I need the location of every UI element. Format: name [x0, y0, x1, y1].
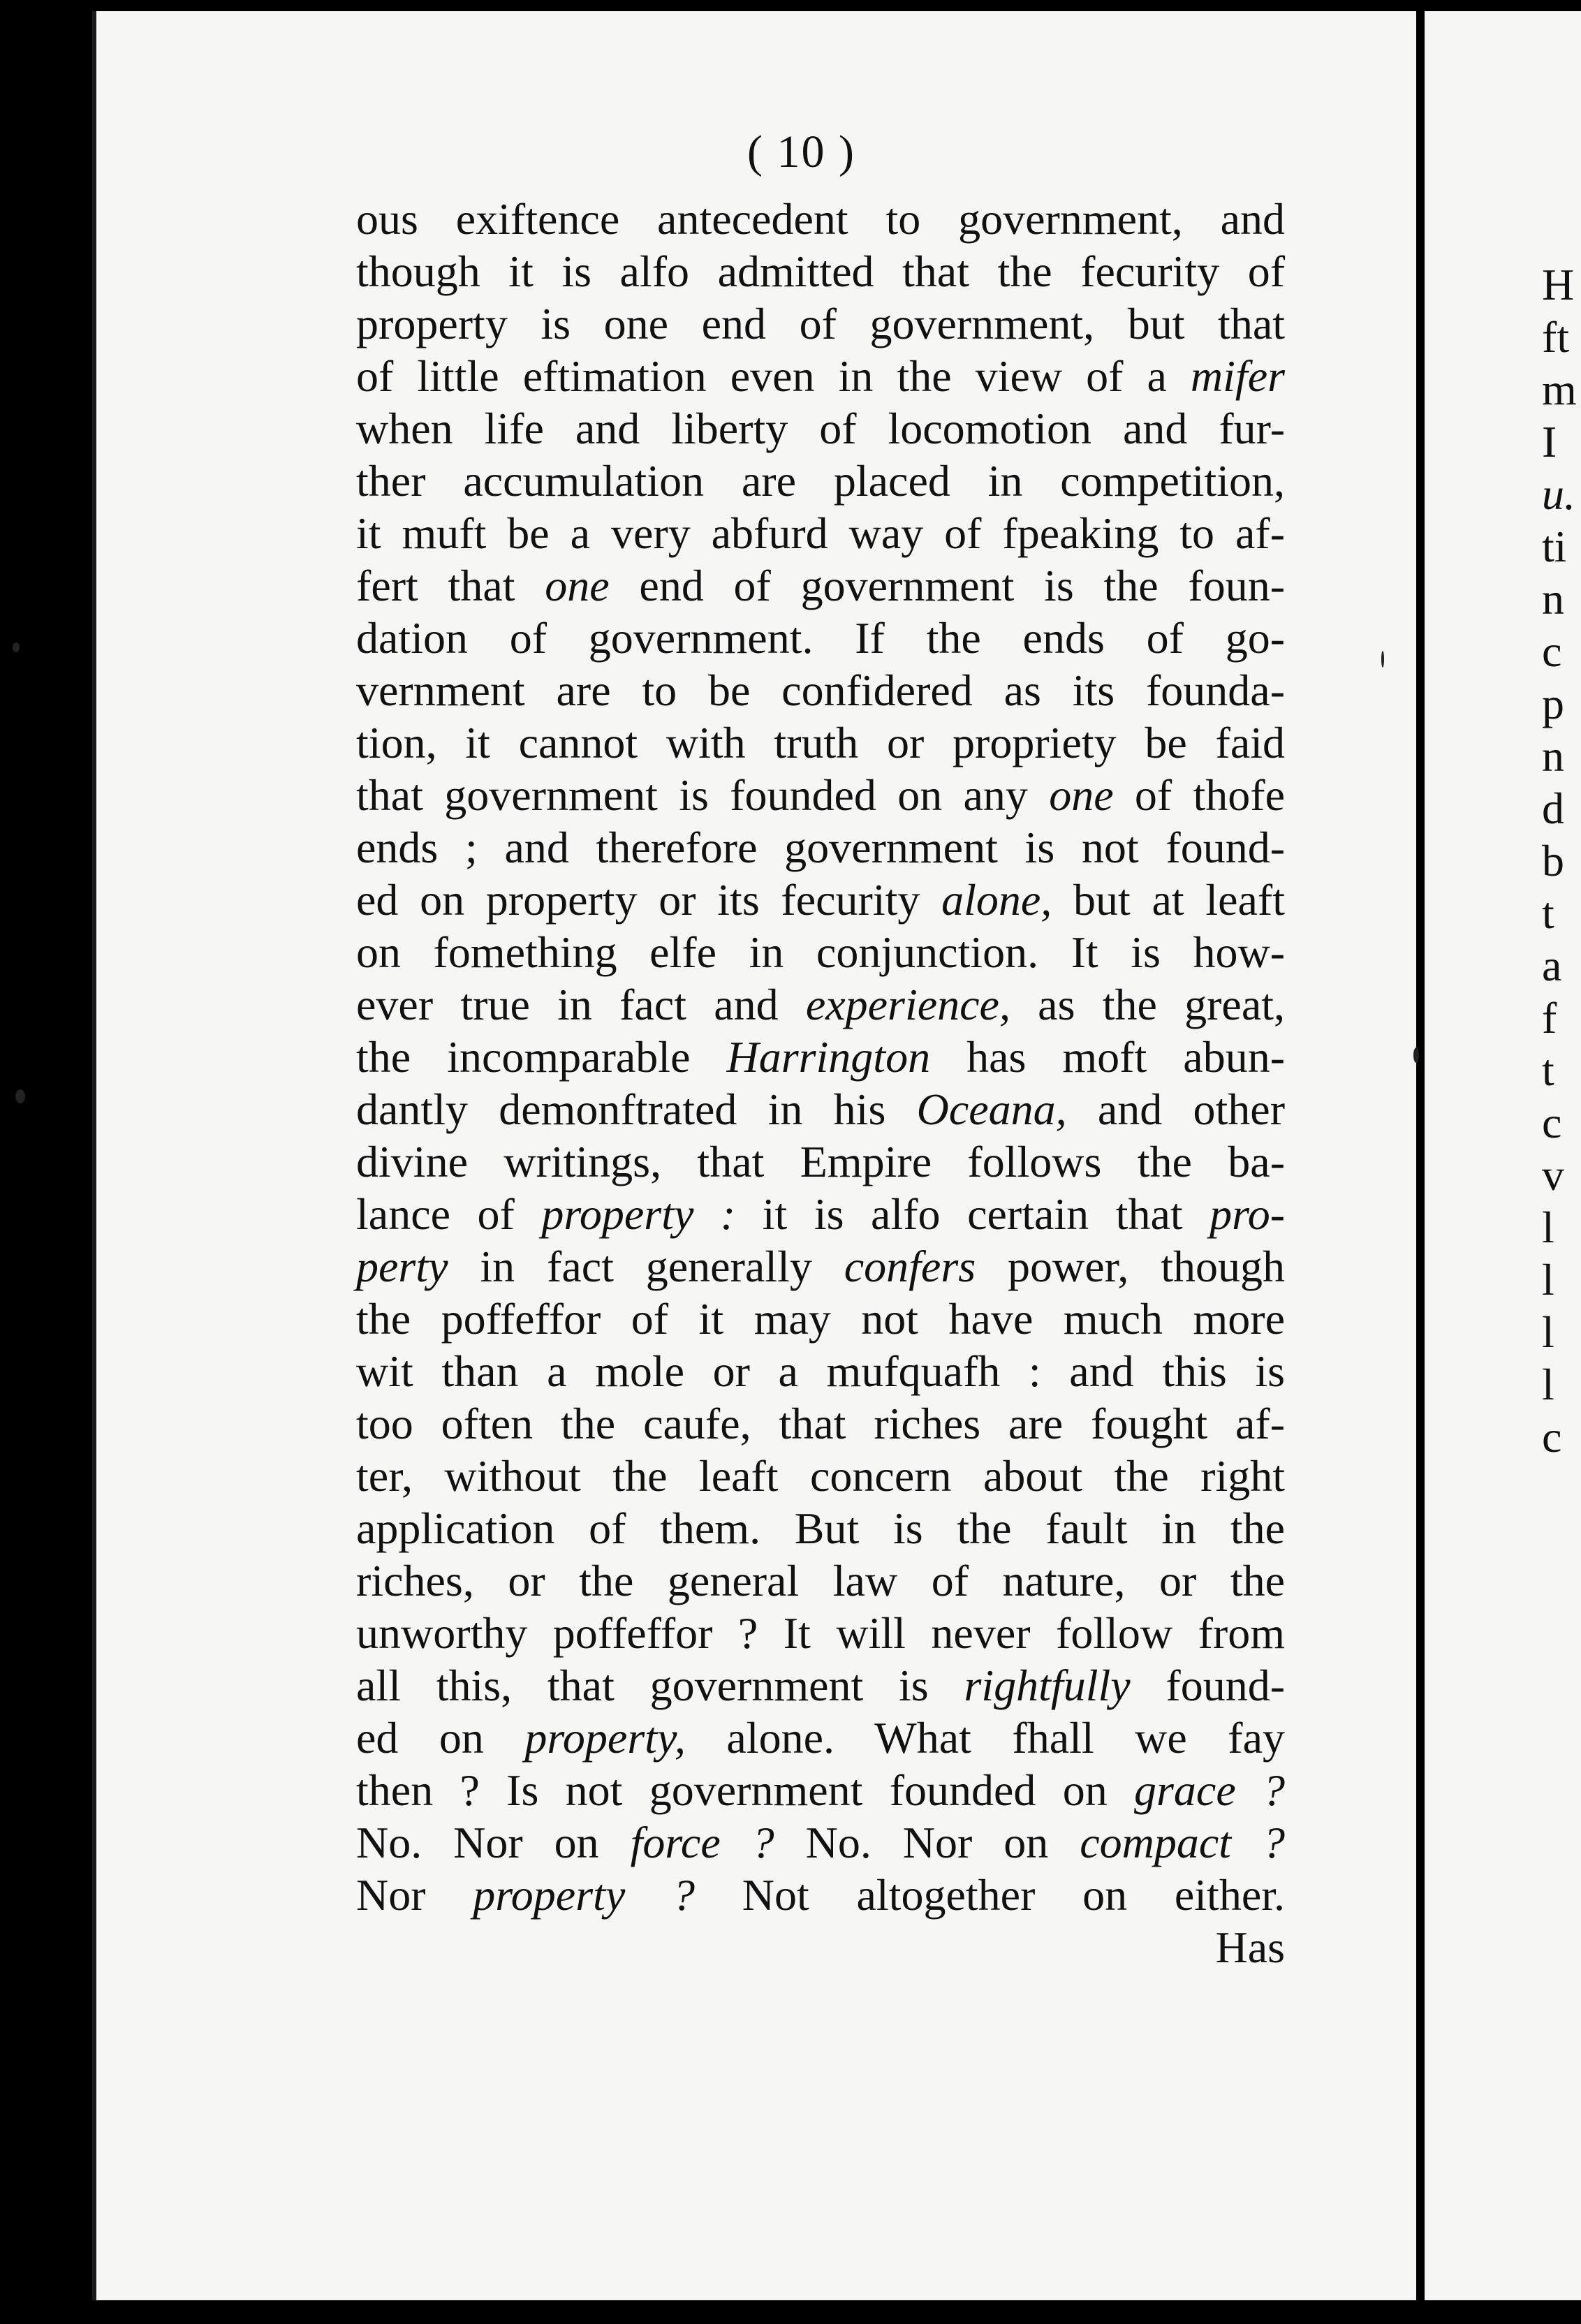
- catchword: Has: [1215, 1922, 1285, 1972]
- right-page-fragment: H: [1542, 260, 1575, 309]
- italic-span: one: [545, 561, 610, 610]
- text-line: [356, 1188, 1285, 1240]
- text-span: vernment are to be confidered as its founda-: [356, 665, 1285, 715]
- text-span: Not altogether on either.: [695, 1870, 1285, 1920]
- text-span: ther accumulation are placed in competition,: [356, 456, 1285, 506]
- text-span: ever true in fact and: [356, 980, 806, 1029]
- italic-span: property,: [524, 1713, 686, 1763]
- text-span: when life and liberty of locomotion and fur-: [356, 404, 1285, 453]
- text-span: application of them. But is the fault in the: [356, 1503, 1285, 1553]
- text-span: on fomething elfe in conjunction. It is how-: [356, 927, 1285, 977]
- right-page-text-fragments: [1542, 258, 1581, 1463]
- text-line: [356, 1869, 1285, 1921]
- text-line: [356, 1816, 1285, 1869]
- right-page-fragment: b: [1542, 836, 1564, 885]
- text-line: [356, 297, 1285, 350]
- right-page-fragment: ft: [1542, 312, 1570, 362]
- text-line: [356, 1293, 1285, 1345]
- text-line: [356, 1240, 1285, 1293]
- text-line: [356, 1450, 1285, 1502]
- right-page-fragment: l: [1542, 1307, 1554, 1357]
- text-line: [356, 350, 1285, 402]
- right-page-fragment: v: [1542, 1150, 1564, 1200]
- right-page-fragment: ti: [1542, 522, 1567, 571]
- text-span: found-: [1130, 1661, 1286, 1710]
- text-span: lance of: [356, 1189, 542, 1239]
- text-span: riches, or the general law of nature, or the: [356, 1556, 1285, 1605]
- right-page-fragment: I: [1542, 417, 1557, 466]
- text-span: of thofe: [1113, 770, 1285, 820]
- italic-span: experience,: [805, 980, 1010, 1029]
- italic-span: rightfully: [964, 1661, 1131, 1710]
- text-span: too often the caufe, that riches are fought af-: [356, 1399, 1285, 1448]
- italic-span: Oceana,: [916, 1084, 1067, 1134]
- text-line: [356, 1607, 1285, 1659]
- text-line: [356, 1083, 1285, 1135]
- italic-span: property ?: [473, 1870, 696, 1920]
- text-line: [356, 245, 1285, 297]
- text-line: [356, 507, 1285, 559]
- scan-speck: [1381, 651, 1384, 668]
- text-line: [356, 1502, 1285, 1554]
- text-line: [356, 1397, 1285, 1450]
- italic-span: perty: [356, 1242, 448, 1291]
- text-line: [356, 1659, 1285, 1712]
- text-span: tion, it cannot with truth or propriety be faid: [356, 718, 1285, 767]
- body-text: [356, 193, 1285, 1973]
- text-span: the poffeffor of it may not have much more: [356, 1294, 1285, 1344]
- right-page-fragment: c: [1542, 626, 1562, 676]
- italic-span: Harrington: [726, 1032, 931, 1082]
- text-line: [356, 821, 1285, 874]
- text-span: wit than a mole or a mufquafh : and this is: [356, 1346, 1285, 1396]
- text-span: property is one end of government, but that: [356, 299, 1285, 348]
- italic-span: property :: [541, 1189, 736, 1239]
- right-page-fragment: c: [1542, 1098, 1562, 1147]
- text-line: [356, 1554, 1285, 1607]
- text-line: [356, 1345, 1285, 1397]
- right-page-fragment: u.: [1542, 469, 1575, 519]
- italic-span: confers: [844, 1242, 976, 1291]
- right-page-fragment: n: [1542, 731, 1564, 781]
- text-span: end of government is the foun-: [609, 561, 1286, 610]
- text-line: [356, 716, 1285, 769]
- text-span: but at leaft: [1052, 875, 1286, 925]
- text-line: [356, 978, 1285, 1031]
- italic-span: grace ?: [1134, 1765, 1286, 1815]
- text-span: that government is founded on any: [356, 770, 1050, 820]
- italic-span: mifer: [1190, 351, 1285, 401]
- text-line: [356, 402, 1285, 455]
- text-span: ed on: [356, 1713, 525, 1763]
- text-span: unworthy poffeffor ? It will never follow from: [356, 1608, 1285, 1658]
- text-line: [356, 664, 1285, 716]
- right-page-fragment: d: [1542, 784, 1564, 833]
- text-span: dantly demonftrated in his: [356, 1084, 917, 1134]
- text-span: ed on property or its fecurity: [356, 875, 942, 925]
- page-number: ( 10 ): [747, 126, 855, 177]
- italic-span: one: [1049, 770, 1114, 820]
- text-line: [356, 769, 1285, 821]
- right-page-fragment: n: [1542, 574, 1564, 624]
- right-page-fragment: m: [1542, 365, 1577, 414]
- text-span: Nor: [356, 1870, 473, 1920]
- text-span: dation of government. If the ends of go-: [356, 613, 1285, 663]
- text-span: all this, that government is: [356, 1661, 964, 1710]
- text-line: [356, 874, 1285, 926]
- text-line: [356, 1031, 1285, 1083]
- text-line: [356, 559, 1285, 612]
- text-span: ter, without the leaft concern about the right: [356, 1451, 1285, 1501]
- text-line: [356, 193, 1285, 245]
- italic-span: force ?: [630, 1818, 774, 1867]
- text-line: [356, 612, 1285, 664]
- right-page-fragment: l: [1542, 1203, 1554, 1252]
- right-page-fragment: f: [1542, 993, 1557, 1043]
- text-line: [356, 1764, 1285, 1816]
- scan-speck: [15, 1089, 25, 1103]
- text-line: [356, 455, 1285, 507]
- right-page-fragment: a: [1542, 941, 1562, 990]
- right-page-fragment: t: [1542, 888, 1554, 938]
- text-span: of little eftimation even in the view of a: [356, 351, 1191, 401]
- text-line: [356, 1712, 1285, 1764]
- scan-speck: [1413, 1047, 1419, 1063]
- italic-span: alone,: [941, 875, 1052, 925]
- text-span: No. Nor on: [356, 1818, 631, 1867]
- text-span: power, though: [976, 1242, 1285, 1291]
- text-span: fert that: [356, 561, 545, 610]
- right-page-fragment: c: [1542, 1412, 1562, 1462]
- text-span: though it is alfo admitted that the fecurity of: [356, 247, 1285, 296]
- text-line: [356, 1135, 1285, 1188]
- text-span: ous exiftence antecedent to government, and: [356, 194, 1285, 244]
- text-span: ends ; and therefore government is not found-: [356, 823, 1285, 872]
- text-span: then ? Is not government founded on: [356, 1765, 1134, 1815]
- italic-span: compact ?: [1080, 1818, 1286, 1867]
- text-span: as the great,: [1010, 980, 1285, 1029]
- text-span: it muft be a very abfurd way of fpeaking to af-: [356, 508, 1285, 558]
- text-span: divine writings, that Empire follows the ba-: [356, 1137, 1285, 1186]
- text-span: in fact generally: [448, 1242, 844, 1291]
- text-span: the incomparable: [356, 1032, 727, 1082]
- text-span: it is alfo certain that: [735, 1189, 1210, 1239]
- text-span: has moft abun-: [930, 1032, 1286, 1082]
- scan-speck: [13, 642, 20, 652]
- text-span: and other: [1066, 1084, 1286, 1134]
- text-span: alone. What fhall we fay: [685, 1713, 1286, 1763]
- right-page-fragment: l: [1542, 1360, 1554, 1409]
- right-page-fragment: p: [1542, 679, 1564, 728]
- right-page-fragment: l: [1542, 1255, 1554, 1304]
- italic-span: pro-: [1209, 1189, 1286, 1239]
- right-page-fragment: t: [1542, 1045, 1554, 1095]
- text-line: [356, 926, 1285, 978]
- text-span: No. Nor on: [774, 1818, 1080, 1867]
